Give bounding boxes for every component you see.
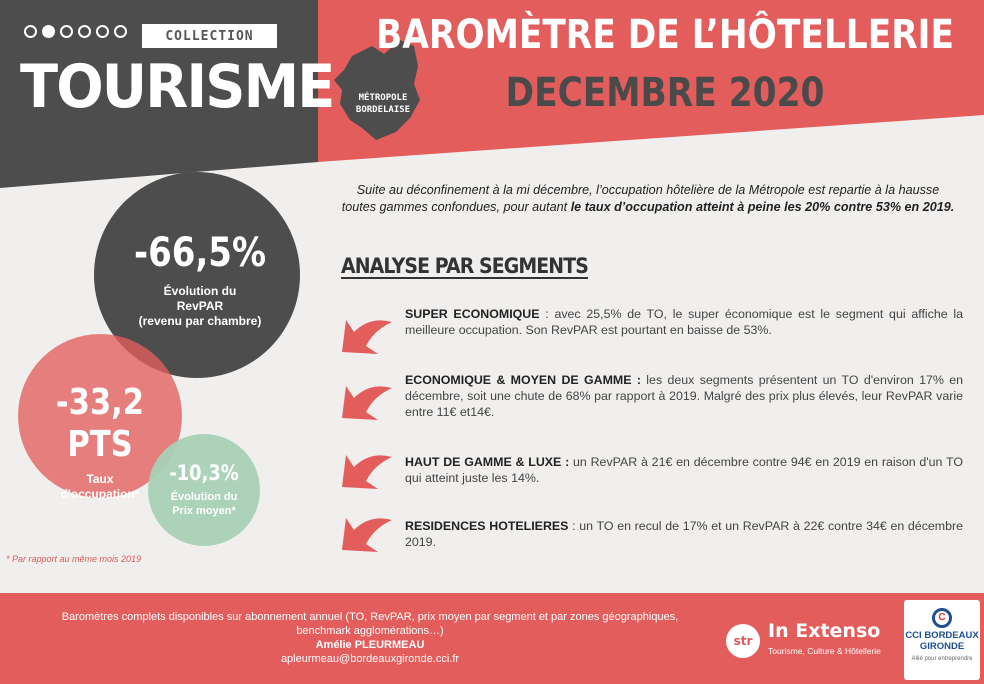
progress-dot <box>78 25 91 38</box>
cci-name: CCI BORDEAUX <box>905 630 979 641</box>
stat-label: Évolution du <box>163 284 237 298</box>
page-title: BAROMÈTRE DE L’HÔTELLERIE <box>376 12 954 58</box>
intro-text-regular: Suite au déconfinement à la mi décembre, l’occupation hôtelière de la Métropole est repartie à la hausse toutes gammes confondues, pour autant <box>341 183 940 214</box>
collection-label: COLLECTION <box>142 24 277 48</box>
stat-label: (revenu par chambre) <box>138 314 262 328</box>
progress-dot <box>96 25 109 38</box>
stat-label: d'occupation* <box>60 487 140 501</box>
segment-item <box>405 518 963 550</box>
contact-email[interactable]: apleurmeau@bordeauxgironde.cci.fr <box>280 653 460 665</box>
arrow-icon <box>342 455 392 489</box>
intro-text-bold: le taux d’occupation atteint à peine les 20% contre 53% en 2019. <box>570 200 955 214</box>
analysis-heading: ANALYSE PAR SEGMENTS <box>341 254 588 278</box>
footer-text <box>30 610 710 666</box>
map-label-line1: MÉTROPOLE <box>358 93 408 103</box>
cci-logo-icon: C <box>932 608 952 628</box>
stat-label: Prix moyen* <box>172 505 236 517</box>
footer-line: Baromètres complets disponibles sur abonnement annuel (TO, RevPAR, prix moyen par segment et par zones géographiques, <box>61 611 679 623</box>
segment-title: RESIDENCES HOTELIERES <box>405 519 569 533</box>
segment-title: ECONOMIQUE & MOYEN DE GAMME : <box>405 373 641 387</box>
stat-value: -10,3% <box>169 461 239 485</box>
arrow-icon <box>342 386 392 420</box>
stat-label: Taux <box>86 472 114 486</box>
stat-value: -66,5% <box>133 230 267 276</box>
segment-title: HAUT DE GAMME & LUXE : <box>405 455 570 469</box>
cci-name-2: GIRONDE <box>919 641 965 652</box>
page-subtitle: DECEMBRE 2020 <box>505 70 825 116</box>
map-label-line2: BORDELAISE <box>355 105 411 115</box>
progress-dot <box>60 25 73 38</box>
brand-title: TOURISME <box>20 52 334 122</box>
footer-line: benchmark agglomérations…) <box>296 625 444 637</box>
str-logo-icon: str <box>726 624 760 658</box>
arrow-icon <box>342 518 392 552</box>
cci-logo <box>904 600 980 680</box>
stat-label: Évolution du <box>170 491 238 503</box>
inextenso-tagline: Tourisme, Culture & Hôtellerie <box>768 646 881 656</box>
stat-revpar <box>110 230 290 329</box>
footnote: * Par rapport au même mois 2019 <box>6 554 142 564</box>
inextenso-name: In Extenso <box>768 620 881 642</box>
contact-name: Amélie PLEURMEAU <box>315 639 425 651</box>
progress-dot <box>114 25 127 38</box>
stat-value: -33,2 PTS <box>55 382 145 465</box>
segment-item <box>405 454 963 486</box>
segment-text: : avec 25,5% de TO, le super économique est le segment qui affiche la meilleure occupation. Son RevPAR est pourtant en baisse de 53%. <box>405 307 964 337</box>
segment-title: SUPER ECONOMIQUE <box>405 307 540 321</box>
segment-item <box>405 372 963 420</box>
arrow-icon <box>342 320 392 354</box>
stat-price <box>152 460 256 518</box>
segment-item <box>405 306 963 338</box>
progress-dots <box>24 25 127 38</box>
segment-text: les deux segments présentent un TO d'environ 17% en décembre, soit une chute de 68% par rapport à 2019. Malgré des prix plus élevés, leur RevPAR varie entre 11€ et14€. <box>405 373 964 419</box>
progress-dot-active <box>42 25 55 38</box>
progress-dot <box>24 25 37 38</box>
segment-text: un RevPAR à 21€ en décembre contre 94€ en 2019 en raison d'un TO qui atteint juste les 14%. <box>405 455 963 485</box>
intro-text <box>340 182 956 216</box>
segment-text: : un TO en recul de 17% et un RevPAR à 22€ contre 34€ en décembre 2019. <box>405 519 964 549</box>
stat-label: RevPAR <box>176 299 224 313</box>
cci-tagline: Allié pour entreprendre <box>911 656 973 662</box>
